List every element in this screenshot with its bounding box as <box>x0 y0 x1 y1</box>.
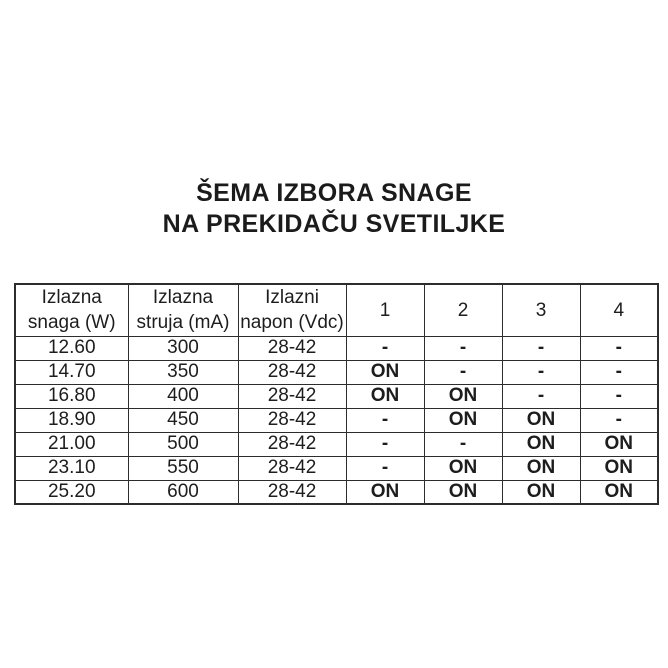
cell-switch-4: - <box>580 360 658 384</box>
cell-switch-1: ON <box>346 360 424 384</box>
cell-switch-1: - <box>346 456 424 480</box>
header-switch-2: 2 <box>424 284 502 336</box>
header-row <box>15 284 658 336</box>
cell-switch-3: ON <box>502 456 580 480</box>
cell-napon: 28-42 <box>238 408 346 432</box>
cell-snaga: 21.00 <box>15 432 128 456</box>
cell-switch-2: ON <box>424 408 502 432</box>
table-row <box>15 384 658 408</box>
cell-switch-4: - <box>580 408 658 432</box>
cell-switch-1: ON <box>346 384 424 408</box>
cell-struja: 400 <box>128 384 238 408</box>
cell-switch-2: - <box>424 432 502 456</box>
cell-switch-3: - <box>502 384 580 408</box>
cell-switch-2: - <box>424 360 502 384</box>
table-row <box>15 408 658 432</box>
table-row <box>15 480 658 504</box>
cell-snaga: 14.70 <box>15 360 128 384</box>
cell-switch-1: - <box>346 408 424 432</box>
title-line-2: NA PREKIDAČU SVETILJKE <box>162 210 506 238</box>
header-switch-3: 3 <box>502 284 580 336</box>
cell-switch-3: ON <box>502 480 580 504</box>
header-izlazni-napon-line2: napon (Vdc) <box>240 312 344 334</box>
cell-switch-4: ON <box>580 480 658 504</box>
table-row <box>15 432 658 456</box>
header-izlazni-napon <box>238 284 346 336</box>
cell-struja: 350 <box>128 360 238 384</box>
cell-switch-4: - <box>580 384 658 408</box>
cell-struja: 450 <box>128 408 238 432</box>
cell-snaga: 25.20 <box>15 480 128 504</box>
cell-snaga: 16.80 <box>15 384 128 408</box>
header-izlazna-struja-line1: Izlazna <box>152 287 214 309</box>
cell-napon: 28-42 <box>238 456 346 480</box>
cell-switch-4: - <box>580 336 658 360</box>
header-izlazna-snaga-line1: Izlazna <box>41 287 102 309</box>
cell-struja: 600 <box>128 480 238 504</box>
cell-switch-2: ON <box>424 456 502 480</box>
cell-switch-3: ON <box>502 408 580 432</box>
cell-switch-4: ON <box>580 432 658 456</box>
cell-napon: 28-42 <box>238 360 346 384</box>
header-izlazni-napon-line1: Izlazni <box>265 287 319 309</box>
cell-switch-3: - <box>502 360 580 384</box>
cell-snaga: 12.60 <box>15 336 128 360</box>
power-selection-table <box>14 283 659 505</box>
cell-struja: 500 <box>128 432 238 456</box>
cell-napon: 28-42 <box>238 432 346 456</box>
cell-struja: 300 <box>128 336 238 360</box>
header-izlazna-snaga <box>15 284 128 336</box>
header-izlazna-struja-line2: struja (mA) <box>136 312 230 334</box>
cell-switch-3: ON <box>502 432 580 456</box>
header-izlazna-struja <box>128 284 238 336</box>
cell-napon: 28-42 <box>238 384 346 408</box>
cell-switch-1: ON <box>346 480 424 504</box>
cell-struja: 550 <box>128 456 238 480</box>
header-switch-1: 1 <box>346 284 424 336</box>
cell-switch-4: ON <box>580 456 658 480</box>
table-row <box>15 456 658 480</box>
table-row <box>15 336 658 360</box>
cell-switch-2: ON <box>424 384 502 408</box>
cell-snaga: 23.10 <box>15 456 128 480</box>
cell-switch-1: - <box>346 432 424 456</box>
cell-snaga: 18.90 <box>15 408 128 432</box>
header-switch-4: 4 <box>580 284 658 336</box>
header-izlazna-snaga-line2: snaga (W) <box>27 312 116 334</box>
cell-napon: 28-42 <box>238 480 346 504</box>
cell-switch-2: ON <box>424 480 502 504</box>
title-line-1: ŠEMA IZBORA SNAGE <box>196 179 472 207</box>
cell-switch-3: - <box>502 336 580 360</box>
cell-napon: 28-42 <box>238 336 346 360</box>
table-row <box>15 360 658 384</box>
page-title <box>0 178 668 240</box>
cell-switch-2: - <box>424 336 502 360</box>
cell-switch-1: - <box>346 336 424 360</box>
